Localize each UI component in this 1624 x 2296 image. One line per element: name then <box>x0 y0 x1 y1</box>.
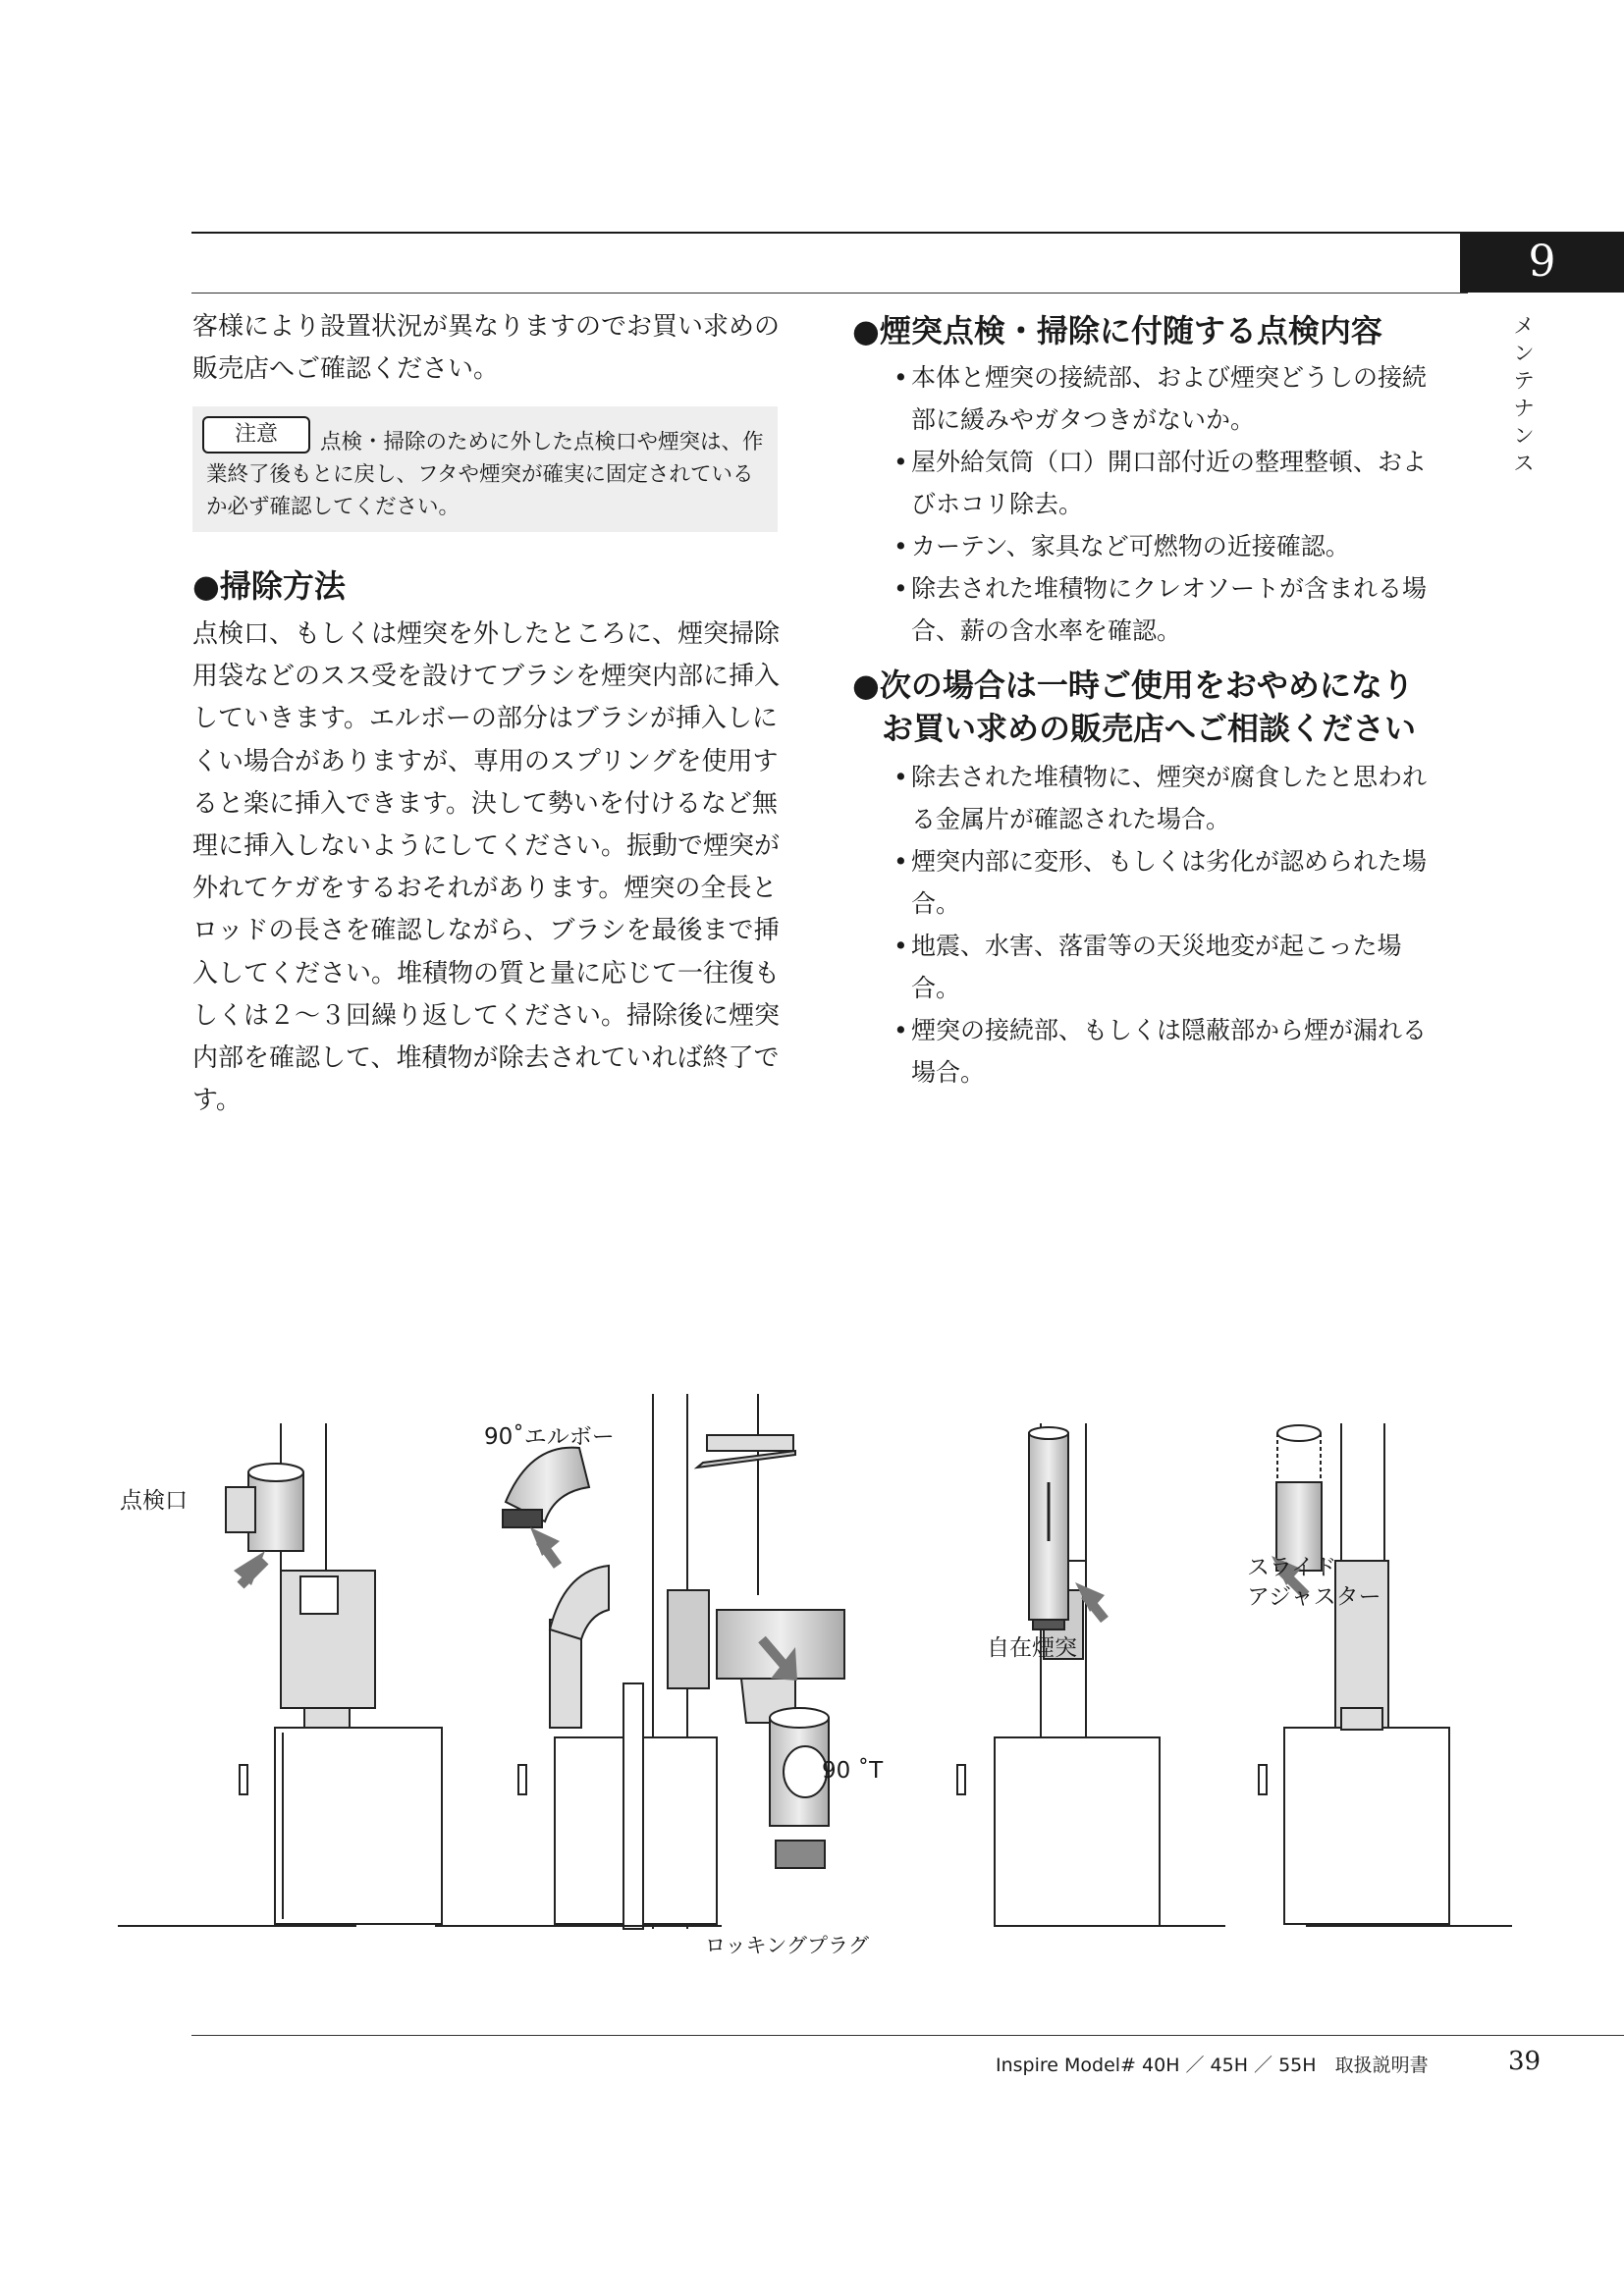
top-rule <box>191 232 1624 234</box>
chapter-number: 9 <box>1460 232 1624 293</box>
intro-text: 客様により設置状況が異なりますのでお買い求めの販売店へご確認ください。 <box>192 312 781 384</box>
label-tee: 90 ˚T <box>822 1758 884 1784</box>
caution-badge: 注意 <box>202 416 310 454</box>
list-item: • 屋外給気筒（口）開口部付近の整理整頓、およびホコリ除去。 <box>893 441 1443 525</box>
illustration-svg <box>118 1394 1512 1963</box>
caution-box <box>192 406 778 532</box>
list-item: • 除去された堆積物にクレオソートが含まれる場合、薪の含水率を確認。 <box>893 567 1443 652</box>
scene-elbow-tee <box>435 1394 844 1929</box>
page-number: 39 <box>1508 2047 1542 2076</box>
label-locking-plug: ロッキングプラグ <box>705 1934 869 1957</box>
list-item: • 除去された堆積物に、煙突が腐食したと思われる金属片が確認された場合。 <box>893 756 1443 840</box>
label-adjuster: アジャスター <box>1247 1584 1381 1610</box>
footer-rule <box>191 2035 1624 2036</box>
cleaning-body: 点検口、もしくは煙突を外したところに、煙突掃除用袋などのスス受を設けてブラシを煙突内部に挿入していきます。エルボーの部分はブラシが挿入しにくい場合がありますが、専用のスプリングを使用すると楽に挿入できます。決して勢いを付けるなど無理に挿入しないようにしてください。振動で煙突が外れてケガをするおそれがあります。煙突の全長とロッドの長さを確認しながら、ブラシを最後まで挿入してください。堆積物の質と量に応じて一往復もしくは２～３回繰り返してください。掃除後に煙突内部を確認して、堆積物が除去されていれば終了です。 <box>192 619 781 1116</box>
cleaning-heading: ●掃除方法 <box>192 567 346 605</box>
label-elbow: 90˚エルボー <box>484 1424 615 1450</box>
label-slide: スライド <box>1247 1555 1337 1580</box>
list-item: • 地震、水害、落雷等の天災地変が起こった場合。 <box>893 925 1443 1009</box>
list-item: • 煙突内部に変形、もしくは劣化が認められた場合。 <box>893 840 1443 925</box>
footer-model-text: Inspire Model# 40H ／ 45H ／ 55H 取扱説明書 <box>996 2055 1429 2076</box>
stove-chimney-illustration <box>118 1394 1512 1963</box>
stop-use-heading: ●次の場合は一時ご使用をおやめになり お買い求めの販売店へご相談ください <box>852 667 1417 747</box>
inspection-heading: ●煙突点検・掃除に付随する点検内容 <box>852 312 1382 349</box>
scene-telescopic <box>957 1423 1225 1926</box>
stop-use-list <box>893 756 1443 1094</box>
label-inspection-port: 点検口 <box>120 1488 188 1514</box>
header-underline <box>191 293 1468 294</box>
inspection-list <box>893 356 1443 652</box>
list-item: • カーテン、家具など可燃物の近接確認。 <box>893 525 1443 567</box>
list-item: • 煙突の接続部、もしくは隠蔽部から煙が漏れる場合。 <box>893 1009 1443 1094</box>
label-telescopic: 自在煙突 <box>987 1635 1077 1661</box>
scene-slide-adjuster <box>1259 1423 1512 1926</box>
chapter-side-label: メ ン テ ナ ン ス <box>1513 314 1535 475</box>
list-item: • 本体と煙突の接続部、および煙突どうしの接続部に緩みやガタつきがないか。 <box>893 356 1443 441</box>
caution-text: 点検・掃除のために外した点検口や煙突は、作業終了後もとに戻し、フタや煙突が確実に固定されているか必ず確認してください。 <box>206 430 764 519</box>
